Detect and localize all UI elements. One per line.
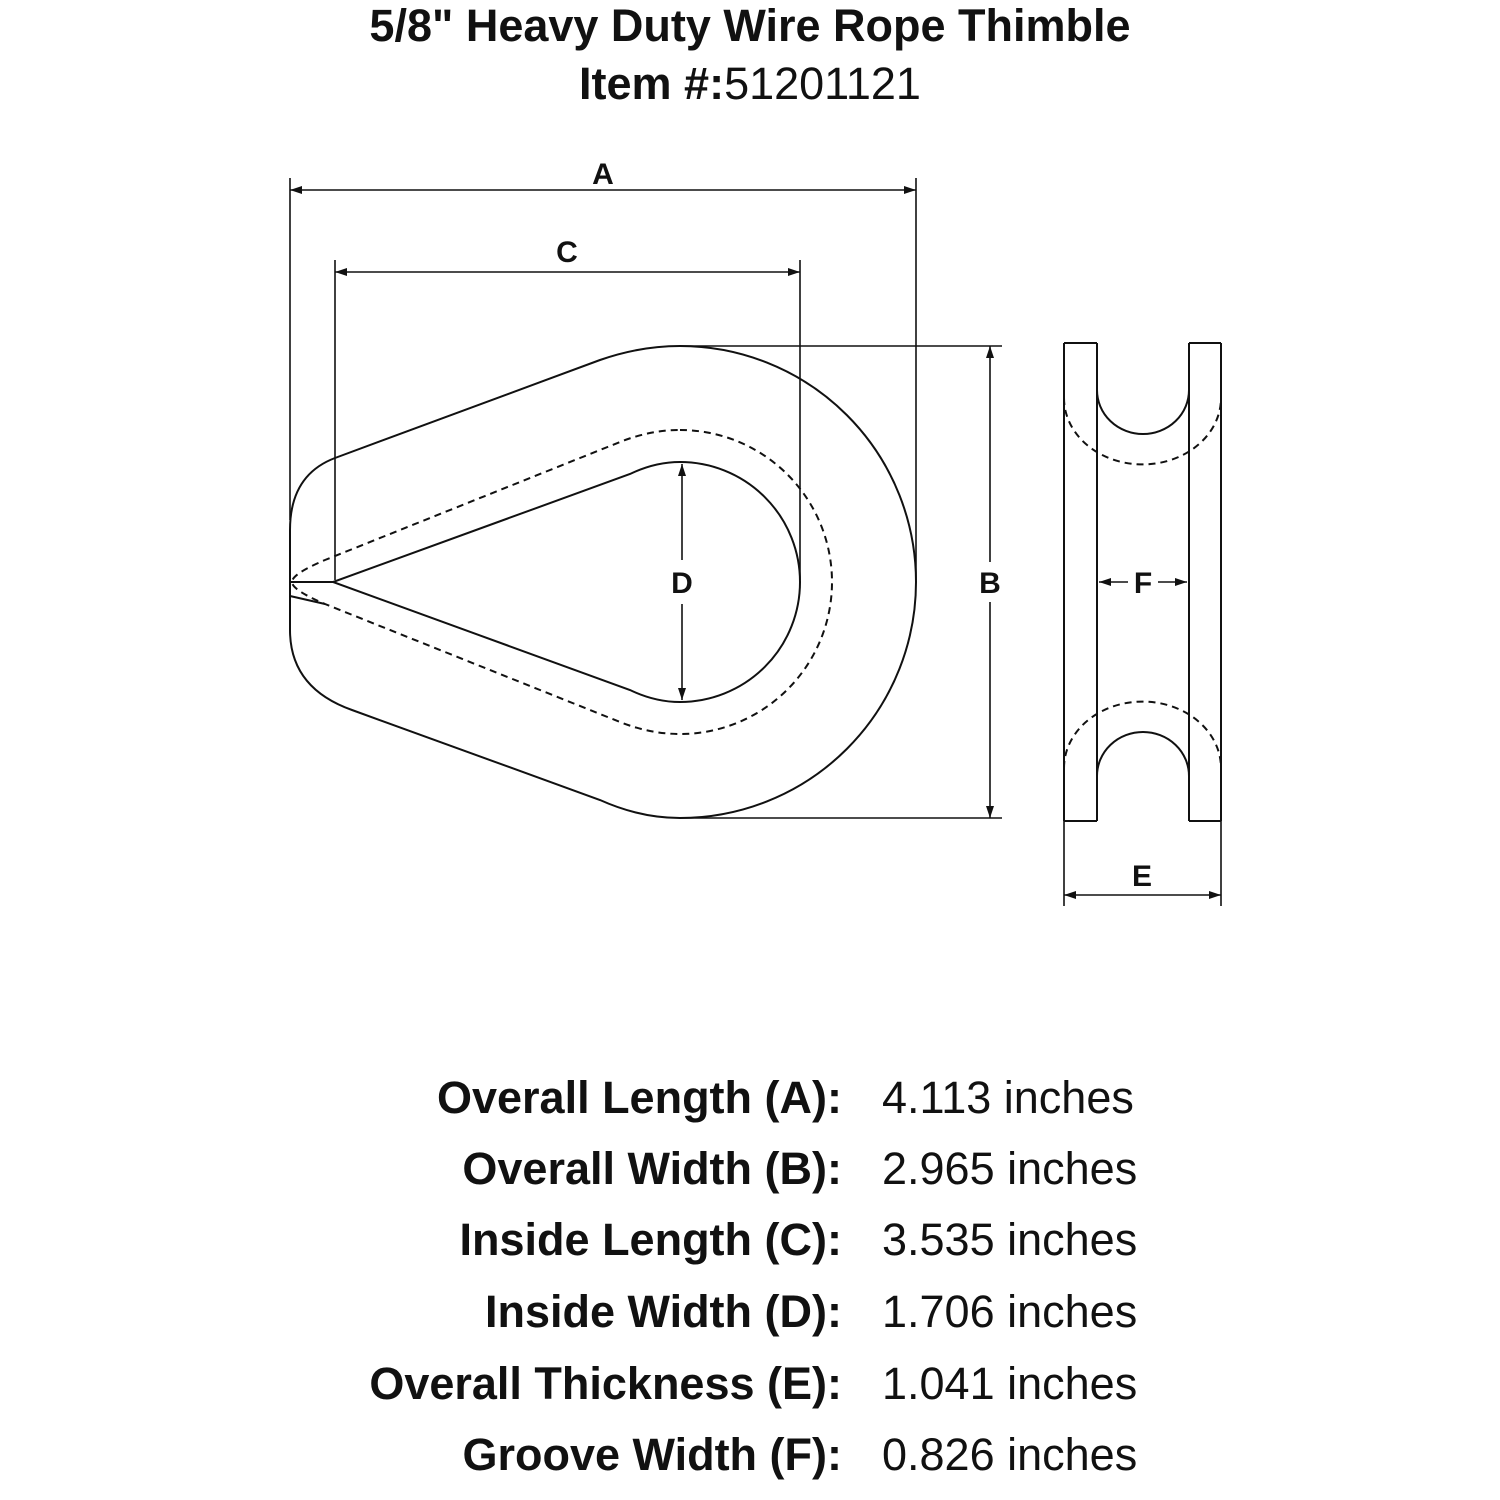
dimension-b xyxy=(680,346,1002,818)
spec-row-overall-length xyxy=(0,1068,1500,1128)
side-view-top-groove-arc xyxy=(1097,390,1189,434)
side-view-bottom-groove-arc xyxy=(1097,732,1189,776)
spec-value: 1.041 inches xyxy=(882,1358,1138,1409)
thimble-groove-hidden-line xyxy=(292,430,832,734)
dimension-a-label: A xyxy=(592,158,614,191)
spec-label: Overall Width (B): xyxy=(462,1143,842,1194)
dimension-d-label: D xyxy=(671,567,693,600)
thimble-inner-eye xyxy=(333,462,800,702)
thimble-tip-line-lower xyxy=(290,596,325,604)
dimension-c xyxy=(335,260,800,580)
spec-row-groove-width xyxy=(0,1425,1500,1485)
dimension-c-label: C xyxy=(556,236,578,269)
dimension-b-label: B xyxy=(979,567,1001,600)
spec-label: Overall Length (A): xyxy=(436,1072,842,1123)
side-view-top-hidden-arc xyxy=(1064,398,1221,464)
spec-label: Groove Width (F): xyxy=(462,1429,842,1480)
dimension-f-label: F xyxy=(1133,567,1153,600)
spec-row-inside-length xyxy=(0,1210,1500,1270)
spec-value: 1.706 inches xyxy=(882,1286,1138,1337)
spec-row-overall-thickness xyxy=(0,1354,1500,1414)
spec-value: 2.965 inches xyxy=(882,1143,1138,1194)
spec-label: Inside Width (D): xyxy=(484,1286,842,1337)
spec-value: 3.535 inches xyxy=(882,1214,1138,1265)
page-title: 5/8" Heavy Duty Wire Rope Thimble xyxy=(369,0,1131,51)
spec-label: Overall Thickness (E): xyxy=(369,1358,842,1409)
spec-label: Inside Length (C): xyxy=(459,1214,842,1265)
spec-value: 4.113 inches xyxy=(882,1072,1134,1123)
item-number-value: 51201121 xyxy=(724,58,921,109)
spec-value: 0.826 inches xyxy=(882,1429,1138,1480)
thimble-outer-outline xyxy=(290,346,916,818)
item-number-label: Item #: xyxy=(579,58,725,109)
spec-row-overall-width xyxy=(0,1139,1500,1199)
dimension-a xyxy=(290,178,916,580)
thimble-front-view xyxy=(290,346,916,818)
dimension-e-label: E xyxy=(1131,860,1153,893)
spec-row-inside-width xyxy=(0,1282,1500,1342)
side-view-bottom-hidden-arc xyxy=(1064,702,1221,768)
